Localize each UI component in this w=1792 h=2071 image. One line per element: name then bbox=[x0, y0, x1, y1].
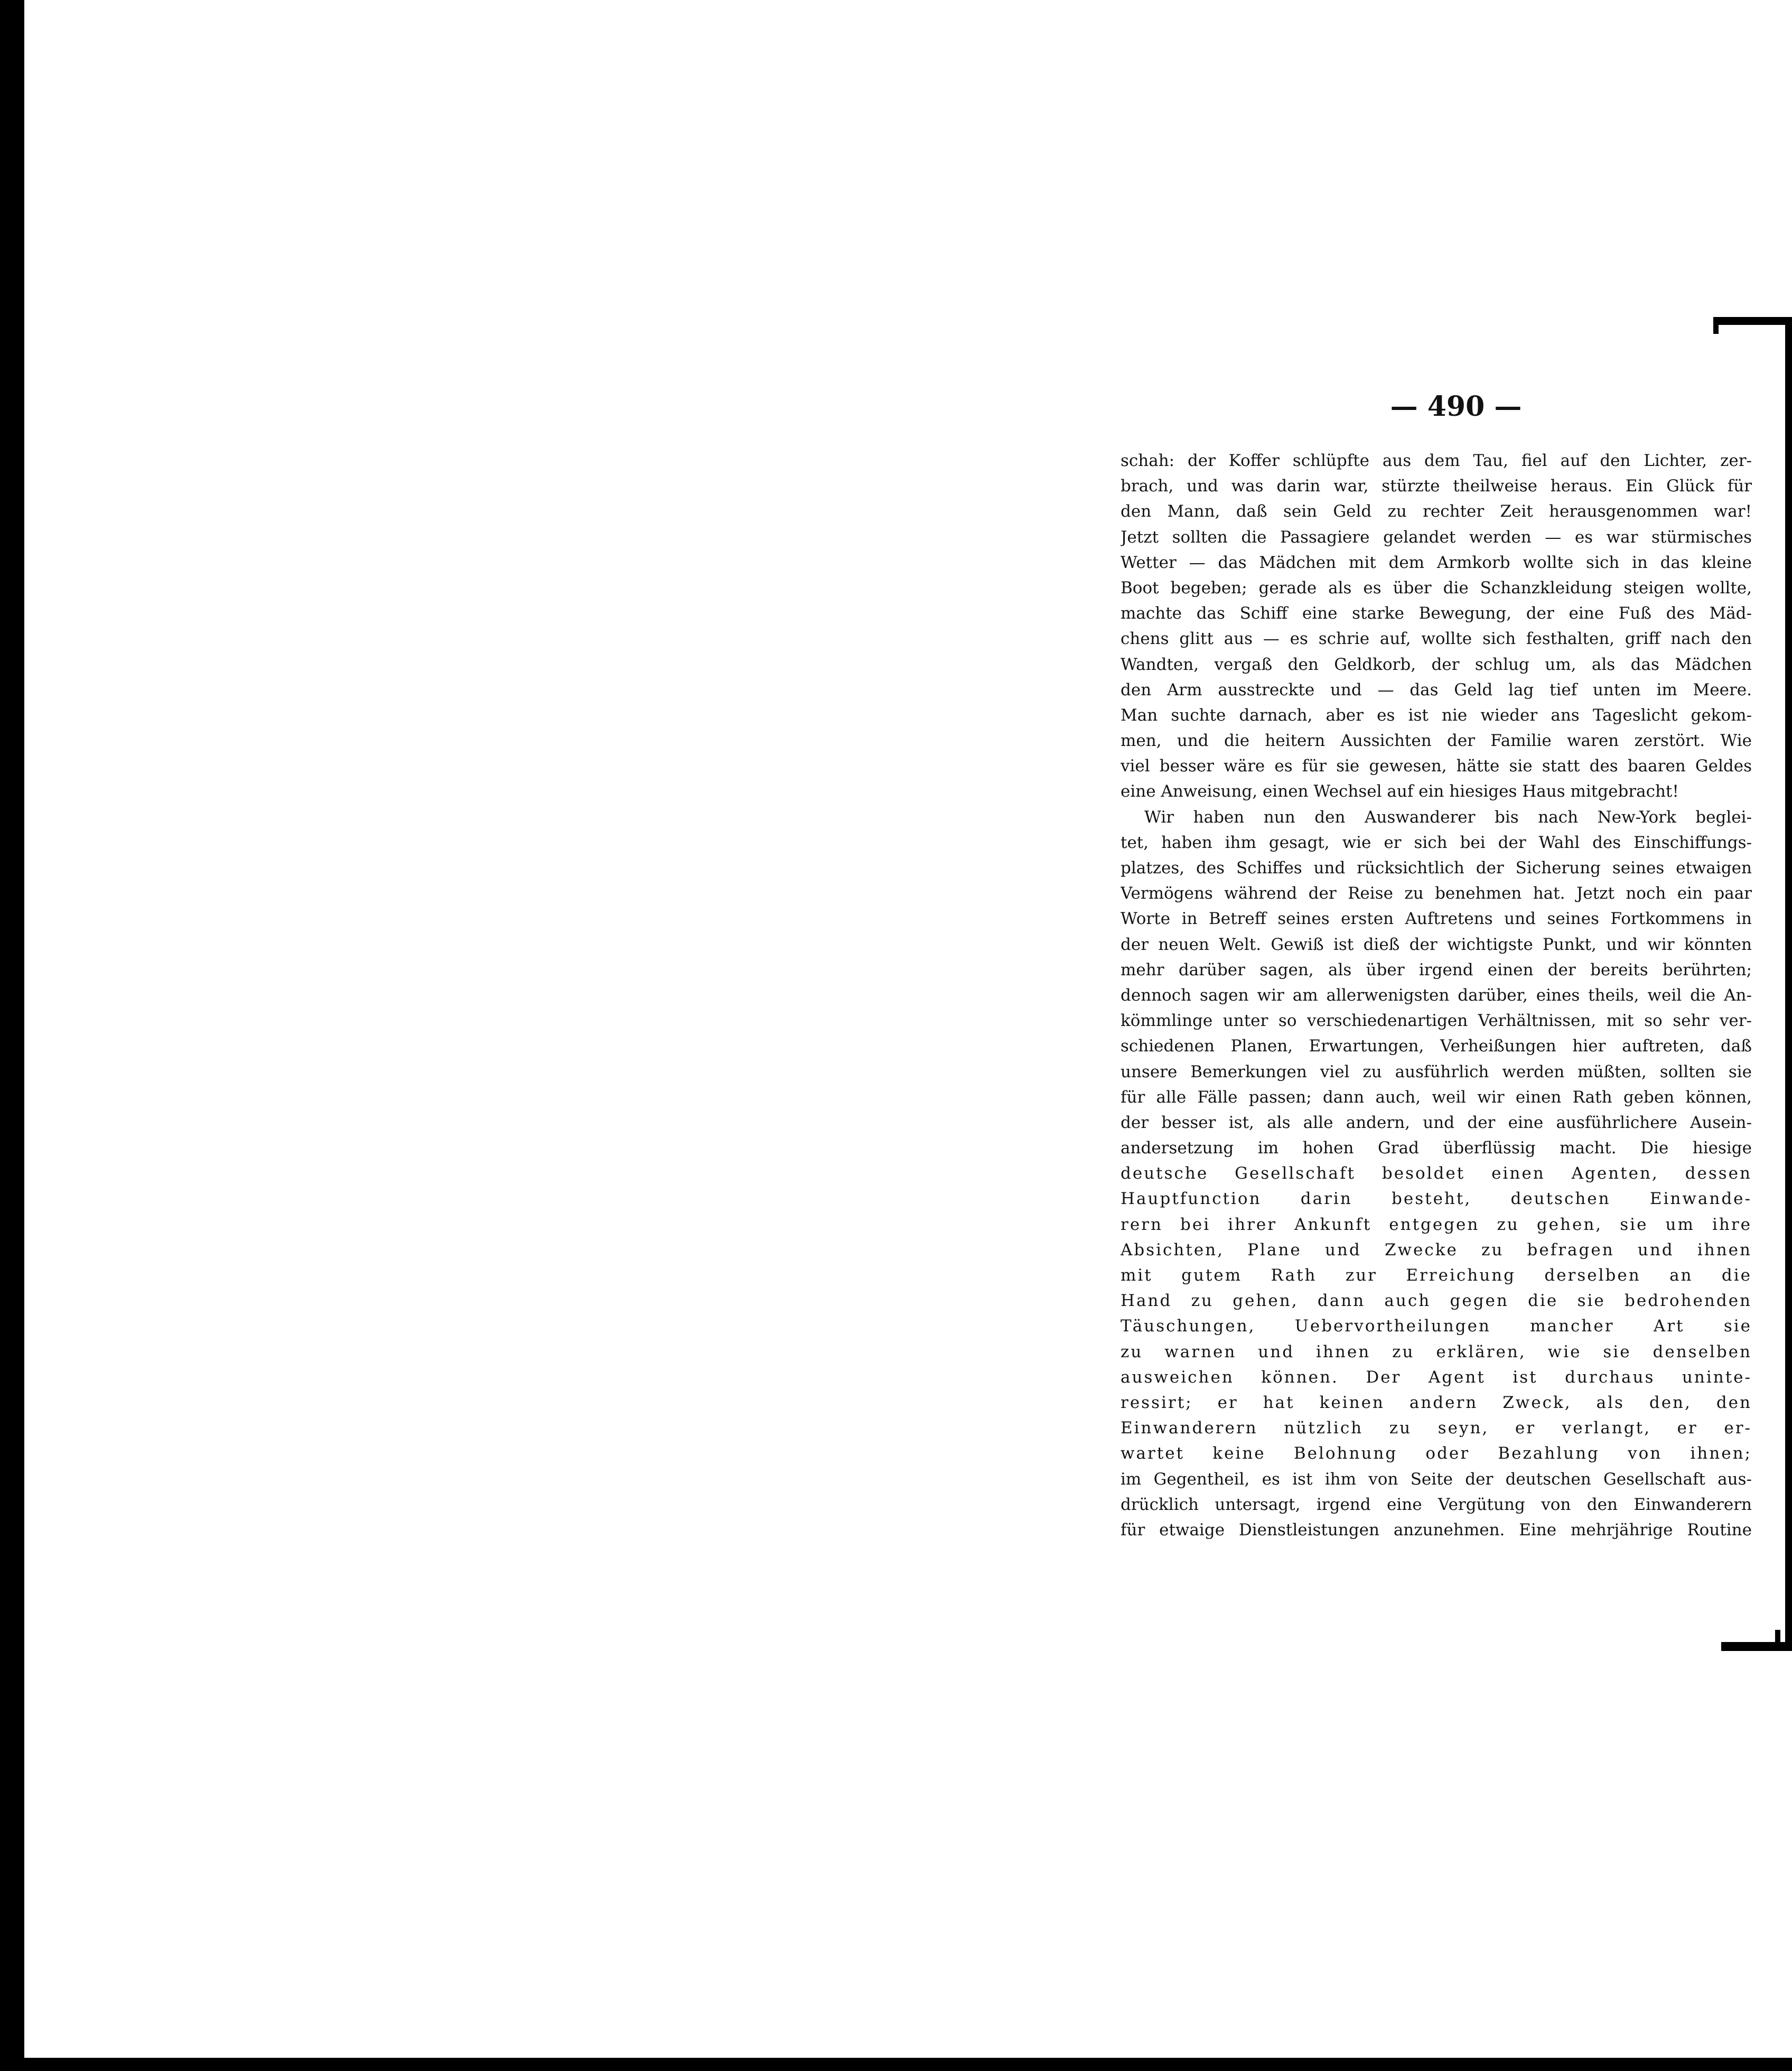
text-line: Hauptfunction darin besteht, deutschen Einwande- bbox=[1121, 1189, 1752, 1209]
text-line: der besser ist, als alle andern, und der eine ausführlichere Ausein- bbox=[1121, 1113, 1752, 1132]
text-line: unsere Bemerkungen viel zu ausführlich werden müßten, sollten sie bbox=[1121, 1062, 1752, 1081]
text-line: tet, haben ihm gesagt, wie er sich bei der Wahl des Einschiffungs- bbox=[1121, 833, 1752, 852]
text-line: schiedenen Planen, Erwartungen, Verheißungen hier auftreten, daß bbox=[1121, 1037, 1752, 1056]
text-line: schah: der Koffer schlüpfte aus dem Tau, fiel auf den Lichter, zer- bbox=[1121, 451, 1752, 470]
text-line: drücklich untersagt, irgend eine Vergütung von den Einwanderern bbox=[1121, 1495, 1752, 1514]
page-edge-top-bar bbox=[1713, 317, 1792, 325]
text-line: Vermögens während der Reise zu benehmen hat. Jetzt noch ein paar bbox=[1121, 884, 1752, 903]
text-line: rern bei ihrer Ankunft entgegen zu gehen, sie um ihre bbox=[1121, 1215, 1752, 1234]
text-line: für etwaige Dienstleistungen anzunehmen. Eine mehrjährige Routine bbox=[1121, 1520, 1752, 1540]
text-line: den Mann, daß sein Geld zu rechter Zeit herausgenommen war! bbox=[1121, 502, 1752, 521]
book-page bbox=[24, 0, 1792, 2058]
page-edge-bottom-stub bbox=[1775, 1630, 1780, 1651]
page-edge-top-stub bbox=[1713, 317, 1719, 334]
text-line: deutsche Gesellschaft besoldet einen Agenten, dessen bbox=[1121, 1164, 1752, 1183]
text-line: viel besser wäre es für sie gewesen, hätte sie statt des baaren Geldes bbox=[1121, 757, 1752, 776]
text-line: Einwanderern nützlich zu seyn, er verlangt, er er- bbox=[1121, 1419, 1752, 1438]
text-line: im Gegentheil, es ist ihm von Seite der deutschen Gesellschaft aus- bbox=[1121, 1469, 1752, 1489]
text-line: Boot begeben; gerade als es über die Schanzkleidung steigen wollte, bbox=[1121, 578, 1752, 598]
page-edge-bottom-bar bbox=[1721, 1642, 1792, 1651]
text-line: der neuen Welt. Gewiß ist dieß der wichtigste Punkt, und wir könnten bbox=[1121, 935, 1752, 954]
text-line: chens glitt aus — es schrie auf, wollte sich festhalten, griff nach den bbox=[1121, 629, 1752, 649]
text-line: mehr darüber sagen, als über irgend einen der bereits berührten; bbox=[1121, 960, 1752, 979]
text-line: Man suchte darnach, aber es ist nie wieder ans Tageslicht gekom- bbox=[1121, 705, 1752, 725]
text-line: Wetter — das Mädchen mit dem Armkorb wollte sich in das kleine bbox=[1121, 553, 1752, 572]
text-line: den Arm ausstreckte und — das Geld lag tief unten im Meere. bbox=[1121, 680, 1752, 699]
text-line: zu warnen und ihnen zu erklären, wie sie denselben bbox=[1121, 1342, 1752, 1361]
text-line: ausweichen können. Der Agent ist durchaus uninte- bbox=[1121, 1367, 1752, 1387]
text-line: kömmlinge unter so verschiedenartigen Verhältnissen, mit so sehr ver- bbox=[1121, 1011, 1752, 1031]
text-line: platzes, des Schiffes und rücksichtlich der Sicherung seines etwaigen bbox=[1121, 859, 1752, 878]
text-line: machte das Schiff eine starke Bewegung, der eine Fuß des Mäd- bbox=[1121, 604, 1752, 623]
page-edge-vertical-bar bbox=[1785, 317, 1792, 1651]
text-line: Wir haben nun den Auswanderer bis nach New-York beglei- bbox=[1144, 807, 1752, 827]
text-line: Absichten, Plane und Zwecke zu befragen und ihnen bbox=[1121, 1240, 1752, 1260]
text-line: eine Anweisung, einen Wechsel auf ein hiesiges Haus mitgebracht! bbox=[1121, 782, 1679, 801]
text-line: men, und die heitern Aussichten der Familie waren zerstört. Wie bbox=[1121, 731, 1752, 751]
text-line: wartet keine Belohnung oder Bezahlung von ihnen; bbox=[1121, 1444, 1752, 1463]
text-line: Worte in Betreff seines ersten Auftretens und seines Fortkommens in bbox=[1121, 909, 1752, 929]
text-line: Jetzt sollten die Passagiere gelandet werden — es war stürmisches bbox=[1121, 527, 1752, 547]
text-line: Täuschungen, Uebervortheilungen mancher Art sie bbox=[1121, 1317, 1752, 1336]
text-line: andersetzung im hohen Grad überflüssig macht. Die hiesige bbox=[1121, 1139, 1752, 1158]
text-line: Hand zu gehen, dann auch gegen die sie bedrohenden bbox=[1121, 1291, 1752, 1311]
text-line: dennoch sagen wir am allerwenigsten darüber, eines theils, weil die An- bbox=[1121, 985, 1752, 1005]
text-line: ressirt; er hat keinen andern Zweck, als den, den bbox=[1121, 1393, 1752, 1412]
text-line: für alle Fälle passen; dann auch, weil wir einen Rath geben können, bbox=[1121, 1087, 1752, 1107]
body-text bbox=[1121, 448, 1752, 1543]
page-number: — 490 — bbox=[1390, 390, 1522, 423]
text-line: Wandten, vergaß den Geldkorb, der schlug um, als das Mädchen bbox=[1121, 655, 1752, 674]
text-line: brach, und was darin war, stürzte theilweise heraus. Ein Glück für bbox=[1121, 477, 1752, 496]
text-line: mit gutem Rath zur Erreichung derselben an die bbox=[1121, 1266, 1752, 1285]
